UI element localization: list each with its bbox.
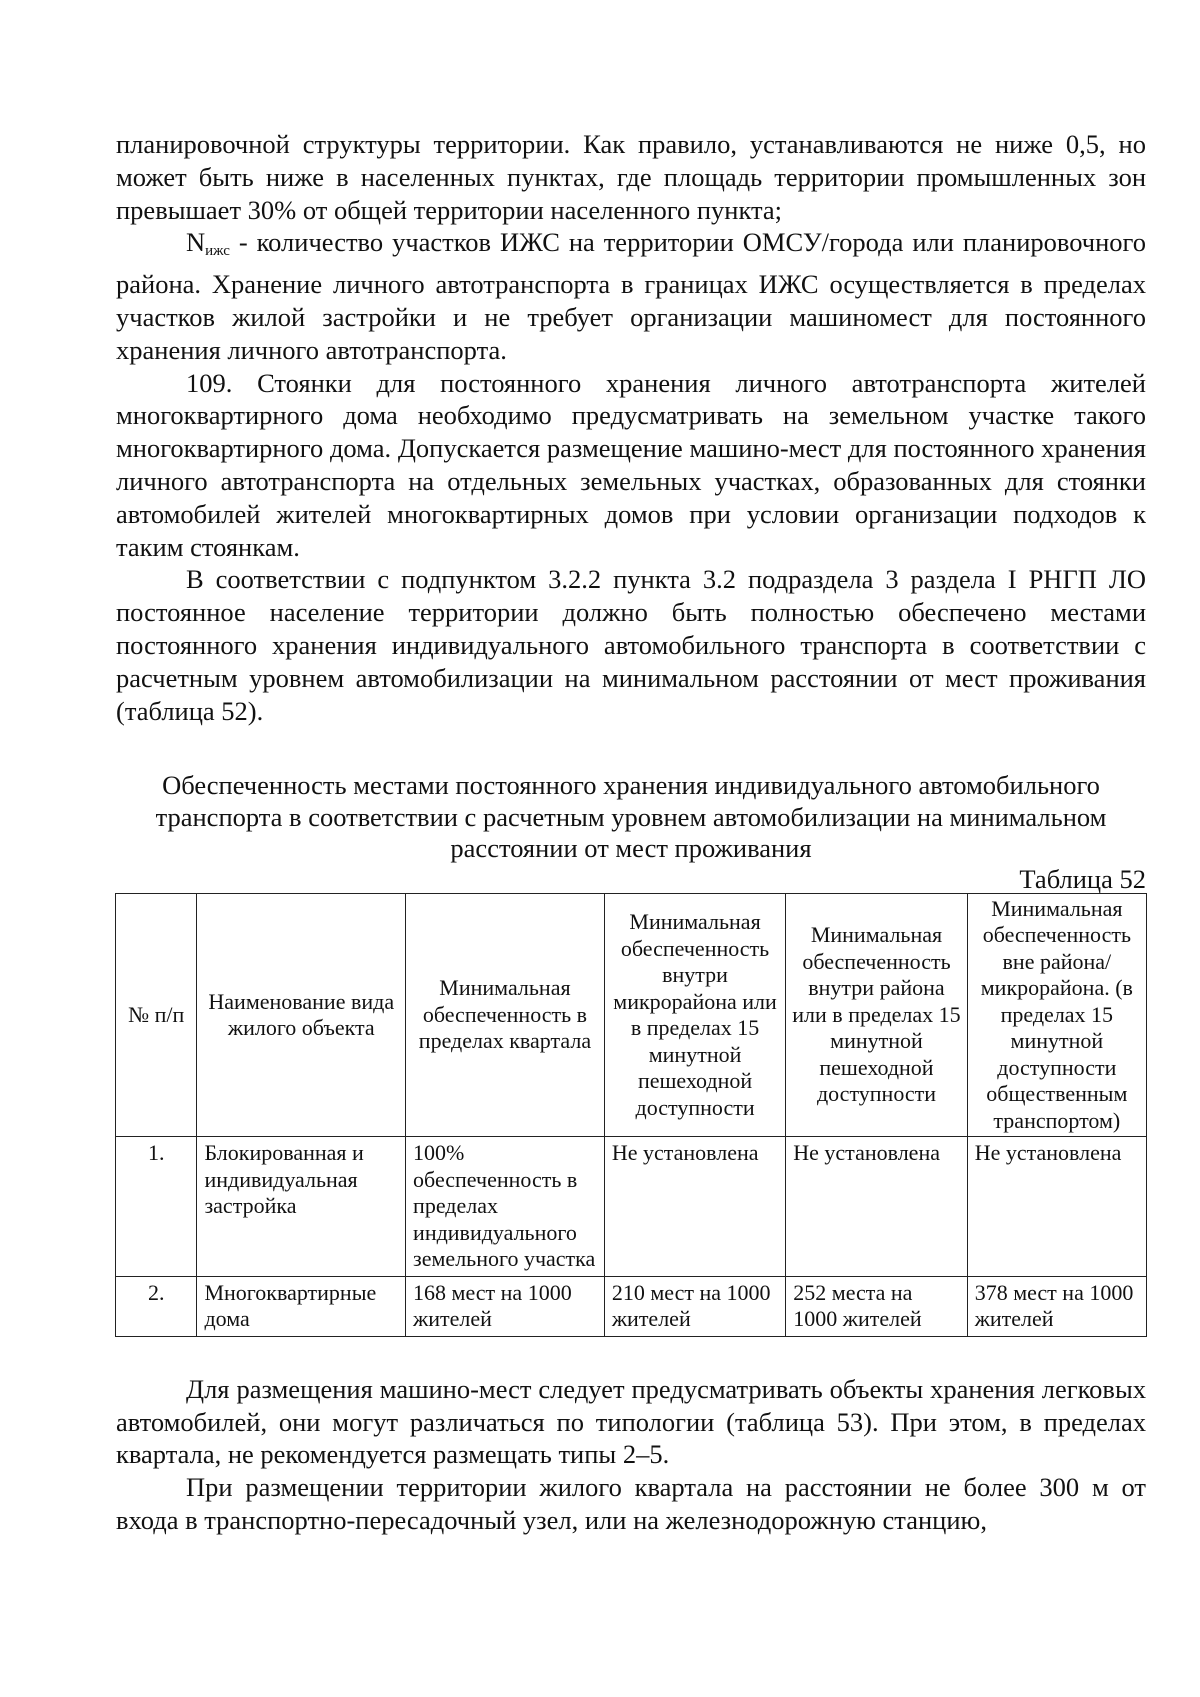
nizhs-symbol: N bbox=[186, 227, 206, 258]
table-cell: 100% обеспеченность в пределах индивидуального земельного участка bbox=[406, 1137, 605, 1277]
paragraph-transport-hub: При размещении территории жилого квартала на расстоянии не более 300 м от входа в транспортно-пересадочный узел, или на железнодорожную станцию, bbox=[116, 1472, 1146, 1536]
paragraph-nizhs bbox=[116, 226, 1146, 366]
table-caption: Обеспеченность местами постоянного хранения индивидуального автомобильного транспорта в соответствии с расчетным уровнем автомобилизации на минимальном расстоянии от мест проживания bbox=[155, 770, 1107, 864]
table-cell: Не установлена bbox=[604, 1137, 785, 1277]
table-cell: 378 мест на 1000 жителей bbox=[967, 1276, 1146, 1336]
table-number: Таблица 52 bbox=[1019, 863, 1146, 894]
table-row bbox=[116, 1276, 1147, 1336]
document-page bbox=[116, 128, 1146, 1537]
nizhs-subscript: ижс bbox=[205, 243, 230, 260]
table-cell: Не установлена bbox=[786, 1137, 967, 1277]
header-outside-district: Минимальная обеспеченность вне района/ микрорайона. (в пределах 15 минутной доступности общественным транспортом) bbox=[967, 893, 1146, 1137]
table-cell: Блокированная и индивидуальная застройка bbox=[197, 1137, 406, 1277]
table-cell: 168 мест на 1000 жителей bbox=[406, 1276, 605, 1336]
table-cell: 252 места на 1000 жителей bbox=[786, 1276, 967, 1336]
header-district: Минимальная обеспеченность внутри района или в пределах 15 минутной пешеходной доступности bbox=[786, 893, 967, 1137]
header-microdistrict: Минимальная обеспеченность внутри микрорайона или в пределах 15 минутной пешеходной доступности bbox=[604, 893, 785, 1137]
paragraph-planning-structure: планировочной структуры территории. Как правило, устанавливаются не ниже 0,5, но может быть ниже в населенных пунктах, где площадь территории промышленных зон превышает 30% от общей территории населенного пункта; bbox=[116, 129, 1146, 225]
table-header-row bbox=[116, 893, 1147, 1137]
paragraph-109: 109. Стоянки для постоянного хранения личного автотранспорта жителей многоквартирного дома необходимо предусматривать на земельном участке такого многоквартирного дома. Допускается размещение машино-мест для постоянного хранения личного автотранспорта на отдельных земельных участках, образованных для стоянки автомобилей жителей многоквартирных домов при условии организации подходов к таким стоянкам. bbox=[116, 367, 1146, 562]
header-quarter: Минимальная обеспеченность в пределах квартала bbox=[406, 893, 605, 1137]
table-cell: 1. bbox=[116, 1137, 197, 1277]
paragraph-rngp: В соответствии с подпунктом 3.2.2 пункта 3.2 подраздела 3 раздела I РНГП ЛО постоянное население территории должно быть полностью обеспечено местами постоянного хранения индивидуального автомобильного транспорта в соответствии с расчетным уровнем автомобилизации на минимальном расстоянии от мест проживания (таблица 52). bbox=[116, 564, 1146, 726]
table-cell: 2. bbox=[116, 1276, 197, 1336]
nizhs-text: - количество участков ИЖС на территории ОМСУ/города или планировочного района. Хранение личного автотранспорта в границах ИЖС осуществляется в пределах участков жилой застройки и не требует организации машиномест для постоянного хранения личного автотранспорта. bbox=[116, 227, 1146, 365]
table-cell: Многоквартирные дома bbox=[197, 1276, 406, 1336]
table-52 bbox=[115, 893, 1147, 1337]
table-cell: 210 мест на 1000 жителей bbox=[604, 1276, 785, 1336]
header-number: № п/п bbox=[116, 893, 197, 1137]
table-cell: Не установлена bbox=[967, 1137, 1146, 1277]
table-row bbox=[116, 1137, 1147, 1277]
paragraph-parking-types: Для размещения машино-мест следует предусматривать объекты хранения легковых автомобилей, они могут различаться по типологии (таблица 53). При этом, в пределах квартала, не рекомендуется размещать типы 2–5. bbox=[116, 1373, 1146, 1470]
header-object-type: Наименование вида жилого объекта bbox=[197, 893, 406, 1137]
